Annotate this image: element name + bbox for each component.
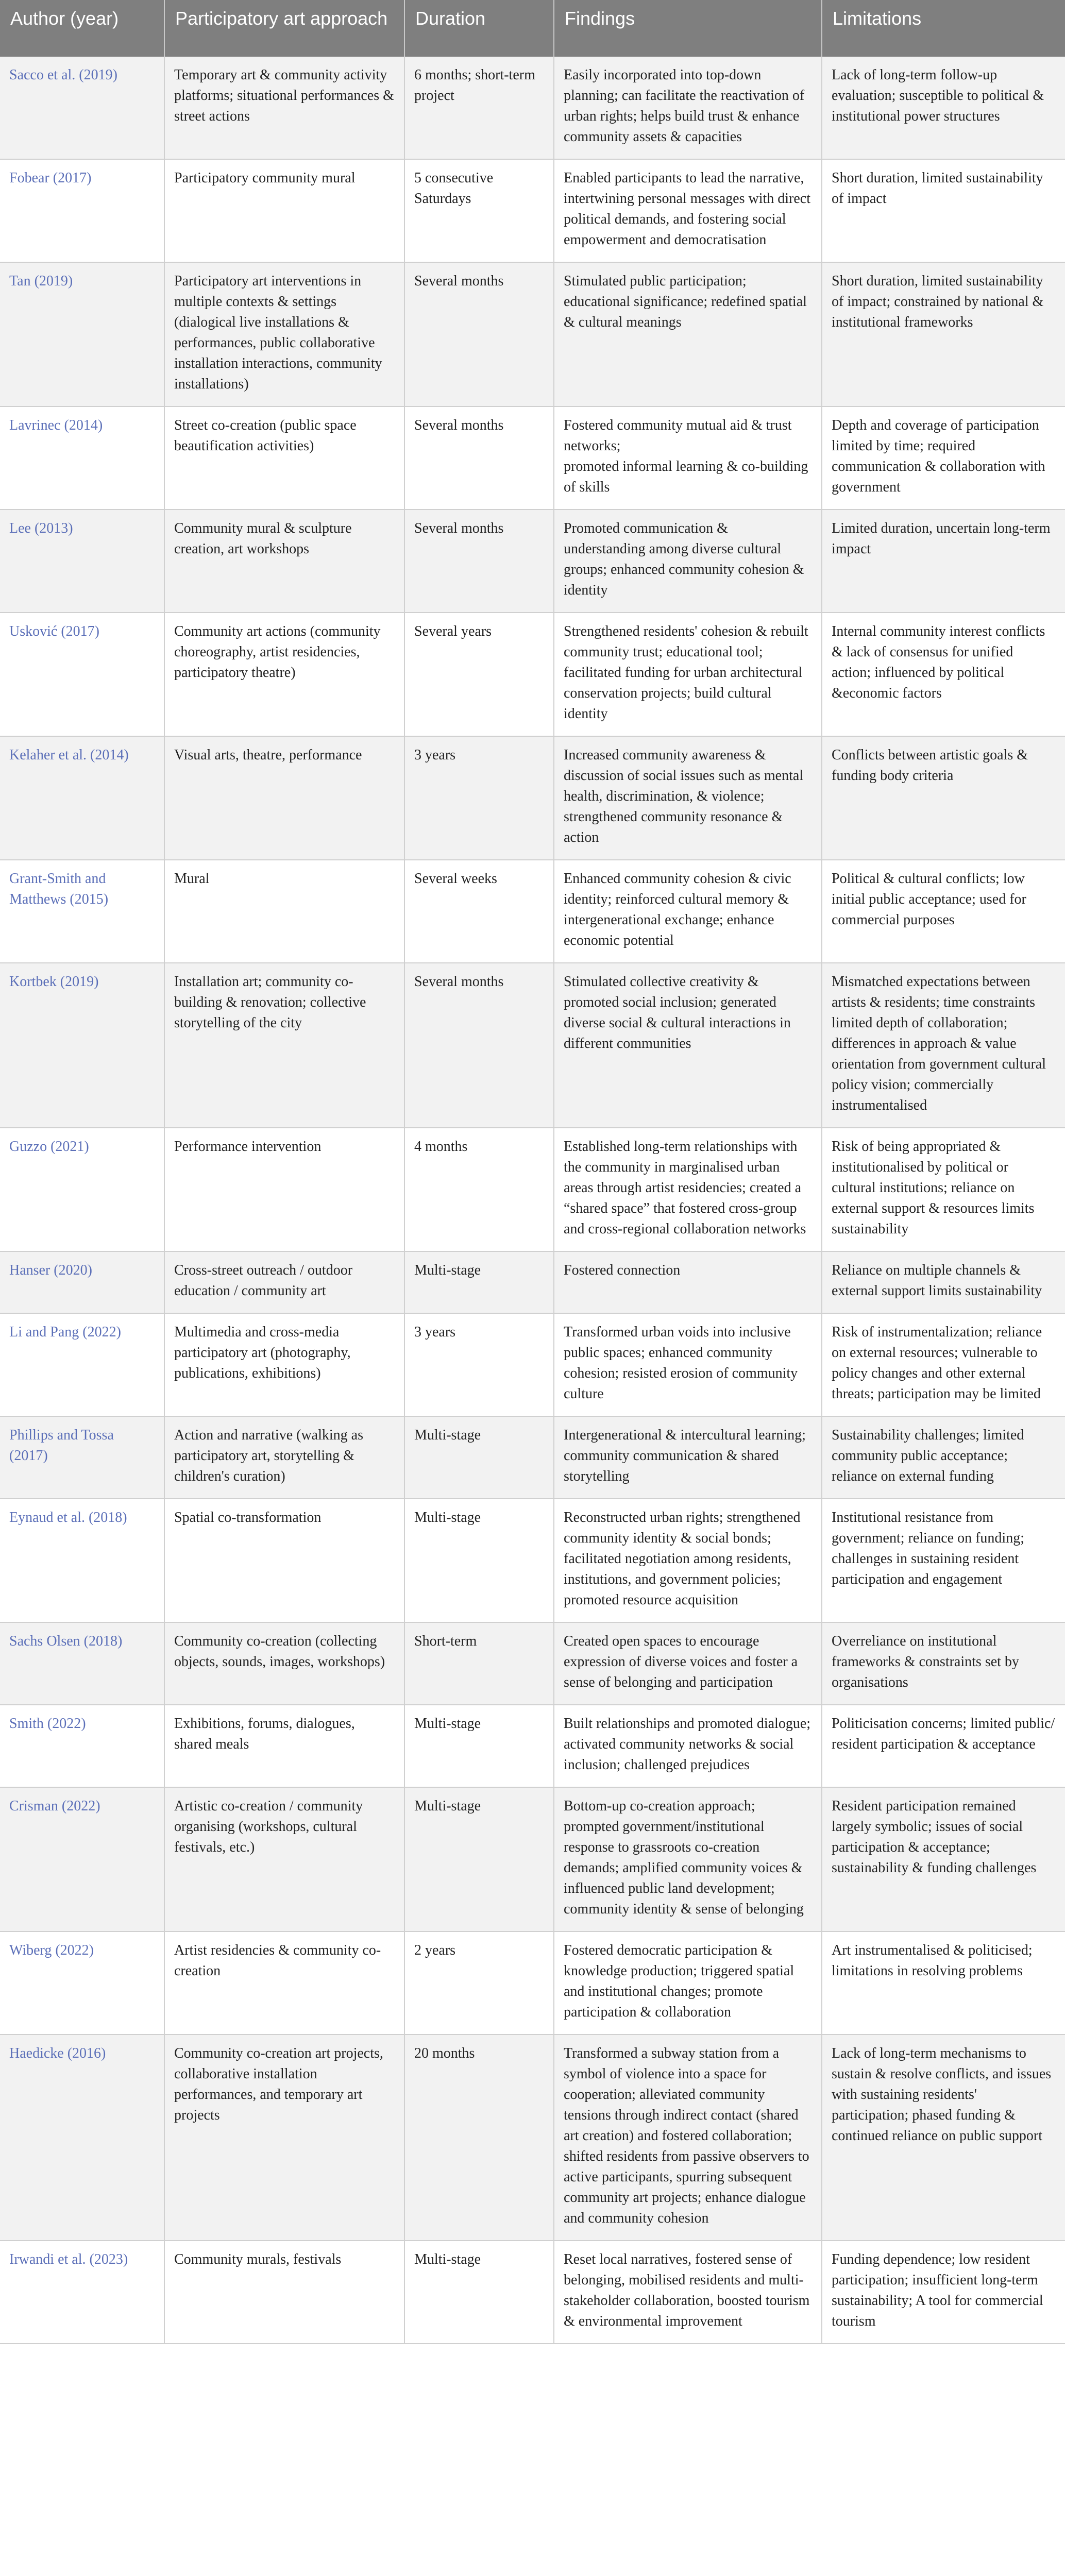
duration-cell: 4 months [404,1128,554,1251]
limitations-cell: Mismatched expectations between artists & residents; time constraints limited depth of collaboration; differences in approach & value orientation from government cultural policy vision; commercially instrumentalised [822,963,1065,1128]
header-duration: Duration [404,0,554,57]
approach-cell: Cross-street outreach / outdoor education / community art [164,1251,404,1313]
table-row [0,736,1065,860]
author-cell[interactable]: Kelaher et al. (2014) [0,736,164,860]
duration-cell: Multi-stage [404,1499,554,1622]
approach-cell: Multimedia and cross-media participatory art (photography, publications, exhibitions) [164,1313,404,1416]
table-row [0,1416,1065,1499]
approach-cell: Mural [164,860,404,963]
author-cell[interactable]: Irwandi et al. (2023) [0,2241,164,2344]
approach-cell: Street co-creation (public space beautification activities) [164,406,404,510]
table-row [0,1931,1065,2035]
author-cell[interactable]: Haedicke (2016) [0,2035,164,2241]
limitations-cell: Institutional resistance from government; reliance on funding; challenges in sustaining resident participation and engagement [822,1499,1065,1622]
limitations-cell: Limited duration, uncertain long-term impact [822,510,1065,613]
author-cell[interactable]: Lee (2013) [0,510,164,613]
findings-cell: Easily incorporated into top-down planning; can facilitate the reactivation of urban rights; helps build trust & enhance community assets & capacities [554,57,822,159]
author-cell[interactable]: Phillips and Tossa (2017) [0,1416,164,1499]
author-cell[interactable]: Grant-Smith and Matthews (2015) [0,860,164,963]
findings-cell: Transformed urban voids into inclusive public spaces; enhanced community cohesion; resisted erosion of community culture [554,1313,822,1416]
approach-cell: Action and narrative (walking as participatory art, storytelling & children's curation) [164,1416,404,1499]
findings-cell: Established long-term relationships with the community in marginalised urban areas through artist residencies; created a “shared space” that fostered cross-group and cross-regional collaboration networks [554,1128,822,1251]
approach-cell: Exhibitions, forums, dialogues, shared meals [164,1705,404,1787]
author-cell[interactable]: Usković (2017) [0,613,164,736]
table-header [0,0,1065,57]
limitations-cell: Politicisation concerns; limited public/ resident participation & acceptance [822,1705,1065,1787]
limitations-cell: Depth and coverage of participation limited by time; required communication & collaboration with government [822,406,1065,510]
table-row [0,510,1065,613]
table-row [0,2241,1065,2344]
limitations-cell: Short duration, limited sustainability of impact; constrained by national & institutional frameworks [822,262,1065,406]
limitations-cell: Internal community interest conflicts & lack of consensus for unified action; influenced by political &economic factors [822,613,1065,736]
table-row [0,159,1065,262]
limitations-cell: Reliance on multiple channels & external support limits sustainability [822,1251,1065,1313]
findings-cell: Built relationships and promoted dialogue; activated community networks & social inclusion; challenged prejudices [554,1705,822,1787]
approach-cell: Visual arts, theatre, performance [164,736,404,860]
duration-cell: 3 years [404,1313,554,1416]
findings-cell: Fostered connection [554,1251,822,1313]
findings-cell: Enabled participants to lead the narrative, intertwining personal messages with direct political demands, and fostering social empowerment and democratisation [554,159,822,262]
approach-cell: Community co-creation (collecting objects, sounds, images, workshops) [164,1622,404,1705]
approach-cell: Artistic co-creation / community organising (workshops, cultural festivals, etc.) [164,1787,404,1931]
table-row [0,860,1065,963]
limitations-cell: Resident participation remained largely symbolic; issues of social participation & acceptance; sustainability & funding challenges [822,1787,1065,1931]
approach-cell: Community murals, festivals [164,2241,404,2344]
findings-cell: Reconstructed urban rights; strengthened community identity & social bonds; facilitated negotiation among residents, institutions, and government policies; promoted resource acquisition [554,1499,822,1622]
findings-cell: Stimulated collective creativity & promoted social inclusion; generated diverse social & cultural interactions in different communities [554,963,822,1128]
limitations-cell: Overreliance on institutional frameworks & constraints set by organisations [822,1622,1065,1705]
approach-cell: Artist residencies & community co-creation [164,1931,404,2035]
findings-cell: Increased community awareness & discussion of social issues such as mental health, discrimination, & violence; strengthened community resonance & action [554,736,822,860]
duration-cell: Several weeks [404,860,554,963]
table-row [0,1128,1065,1251]
author-cell[interactable]: Crisman (2022) [0,1787,164,1931]
limitations-cell: Lack of long-term mechanisms to sustain & resolve conflicts, and issues with sustaining residents' participation; phased funding & continued reliance on public support [822,2035,1065,2241]
duration-cell: Several months [404,406,554,510]
approach-cell: Participatory art interventions in multiple contexts & settings (dialogical live installations & performances, public collaborative installation interactions, community installations) [164,262,404,406]
author-cell[interactable]: Hanser (2020) [0,1251,164,1313]
duration-cell: Short-term [404,1622,554,1705]
approach-cell: Installation art; community co-building & renovation; collective storytelling of the city [164,963,404,1128]
approach-cell: Spatial co-transformation [164,1499,404,1622]
duration-cell: Multi-stage [404,1251,554,1313]
duration-cell: 2 years [404,1931,554,2035]
table-row [0,1499,1065,1622]
findings-cell: Promoted communication & understanding among diverse cultural groups; enhanced community cohesion & identity [554,510,822,613]
author-cell[interactable]: Smith (2022) [0,1705,164,1787]
findings-cell: Reset local narratives, fostered sense of belonging, mobilised residents and multi-stakeholder collaboration, boosted tourism & environmental improvement [554,2241,822,2344]
findings-cell: Fostered democratic participation & knowledge production; triggered spatial and institutional changes; promote participation & collaboration [554,1931,822,2035]
table-row [0,57,1065,159]
limitations-cell: Funding dependence; low resident participation; insufficient long-term sustainability; A tool for commercial tourism [822,2241,1065,2344]
findings-cell: Fostered community mutual aid & trust networks; promoted informal learning & co-building of skills [554,406,822,510]
duration-cell: Several months [404,510,554,613]
duration-cell: Multi-stage [404,1705,554,1787]
header-approach: Participatory art approach [164,0,404,57]
author-cell[interactable]: Eynaud et al. (2018) [0,1499,164,1622]
table-row [0,1787,1065,1931]
duration-cell: 20 months [404,2035,554,2241]
limitations-cell: Risk of instrumentalization; reliance on external resources; vulnerable to policy changes and other external threats; participation may be limited [822,1313,1065,1416]
table-row [0,262,1065,406]
approach-cell: Community art actions (community choreography, artist residencies, participatory theatre) [164,613,404,736]
approach-cell: Temporary art & community activity platforms; situational performances & street actions [164,57,404,159]
duration-cell: Several years [404,613,554,736]
duration-cell: Multi-stage [404,1787,554,1931]
author-cell[interactable]: Guzzo (2021) [0,1128,164,1251]
table-row [0,1705,1065,1787]
header-row [0,0,1065,57]
limitations-cell: Conflicts between artistic goals & funding body criteria [822,736,1065,860]
duration-cell: Multi-stage [404,1416,554,1499]
table-body [0,57,1065,2344]
duration-cell: Multi-stage [404,2241,554,2344]
table-row [0,1251,1065,1313]
findings-cell: Enhanced community cohesion & civic identity; reinforced cultural memory & intergenerational exchange; enhance economic potential [554,860,822,963]
duration-cell: 3 years [404,736,554,860]
limitations-cell: Art instrumentalised & politicised; limitations in resolving problems [822,1931,1065,2035]
author-cell[interactable]: Lavrinec (2014) [0,406,164,510]
findings-cell: Transformed a subway station from a symbol of violence into a space for cooperation; alleviated community tensions through indirect contact (shared art creation) and fostered collaboration; shifted residents from passive observers to active participants, spurring subsequent community art projects; enhance dialogue and community cohesion [554,2035,822,2241]
duration-cell: 6 months; short-term project [404,57,554,159]
limitations-cell: Political & cultural conflicts; low initial public acceptance; used for commercial purposes [822,860,1065,963]
limitations-cell: Sustainability challenges; limited community public acceptance; reliance on external funding [822,1416,1065,1499]
author-cell[interactable]: Fobear (2017) [0,159,164,262]
findings-cell: Created open spaces to encourage expression of diverse voices and foster a sense of belonging and participation [554,1622,822,1705]
findings-cell: Strengthened residents' cohesion & rebuilt community trust; educational tool; facilitated funding for urban architectural conservation projects; build cultural identity [554,613,822,736]
limitations-cell: Risk of being appropriated & institutionalised by political or cultural institutions; reliance on external support & resources limits sustainability [822,1128,1065,1251]
table-row [0,406,1065,510]
approach-cell: Participatory community mural [164,159,404,262]
table-row [0,1313,1065,1416]
author-cell[interactable]: Tan (2019) [0,262,164,406]
approach-cell: Community co-creation art projects, collaborative installation performances, and temporary art projects [164,2035,404,2241]
table-row [0,613,1065,736]
header-limitations: Limitations [822,0,1065,57]
duration-cell: Several months [404,262,554,406]
duration-cell: 5 consecutive Saturdays [404,159,554,262]
findings-cell: Stimulated public participation; educational significance; redefined spatial & cultural meanings [554,262,822,406]
author-cell[interactable]: Kortbek (2019) [0,963,164,1128]
limitations-cell: Lack of long-term follow-up evaluation; susceptible to political & institutional power structures [822,57,1065,159]
author-cell[interactable]: Wiberg (2022) [0,1931,164,2035]
approach-cell: Performance intervention [164,1128,404,1251]
limitations-cell: Short duration, limited sustainability of impact [822,159,1065,262]
findings-cell: Intergenerational & intercultural learning; community communication & shared storytelling [554,1416,822,1499]
header-findings: Findings [554,0,822,57]
approach-cell: Community mural & sculpture creation, art workshops [164,510,404,613]
table-row [0,1622,1065,1705]
findings-cell: Bottom-up co-creation approach; prompted government/institutional response to grassroots co-creation demands; amplified community voices & influenced public land development; community identity & sense of belonging [554,1787,822,1931]
header-author: Author (year) [0,0,164,57]
author-cell[interactable]: Sachs Olsen (2018) [0,1622,164,1705]
author-cell[interactable]: Sacco et al. (2019) [0,57,164,159]
table-row [0,963,1065,1128]
author-cell[interactable]: Li and Pang (2022) [0,1313,164,1416]
table-row [0,2035,1065,2241]
duration-cell: Several months [404,963,554,1128]
